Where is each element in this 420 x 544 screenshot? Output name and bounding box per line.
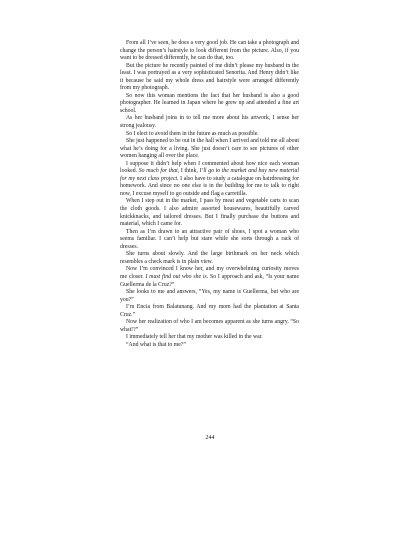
text-run: From all I’ve seen, he does a very good job. He can take a photograph and change the person’s hairstyle to look different from the picture. Also, if you want to be dressed differently, he can do that, too. xyxy=(120,40,299,62)
text-run: She looks to me and answers, “Yes, my name is Guellerma, but who are you?” xyxy=(120,289,299,303)
paragraph xyxy=(120,304,299,319)
text-run: She just happened to be out in the hall when I arrived and told me all about what he’s doing for a living. She just doesn’t care to see pictures of other women hanging all over the place. xyxy=(120,138,299,160)
text-run: Now her realization of who I am becomes apparent as she turns angry. “So what!?” xyxy=(120,319,299,333)
paragraph xyxy=(120,266,299,289)
text-run: So I elect to avoid them in the future as much as possible. xyxy=(126,130,259,137)
text-run: I also have to study a catalogue on hairdressing for homework. And since no one else is in the building for me to talk to right now, I excuse myself to go outside and flag a carretilla. xyxy=(120,175,299,197)
text-run: As her husband joins in to tell me more about his artwork, I sense her strong jealousy. xyxy=(120,115,299,130)
text-run: But the picture he recently painted of me didn’t please my husband in the least. I was portrayed as a very sophisticated Senorita. And Henry didn’t like it because he said my whole dress and hairstyle were arranged differently from my photograph. xyxy=(120,62,299,92)
text-run: I suppose it didn’t help when I commented about how nice each woman looked. xyxy=(120,160,299,175)
body-text xyxy=(120,40,299,349)
paragraph xyxy=(120,40,299,63)
text-run: Then as I’m drawn to an attractive pair of shoes, I spot a woman who seems familiar. I can’t help but stare while she sorts through a rack of dresses. xyxy=(120,228,299,250)
text-run: Now I’m convinced I know her, and my overwhelming curiosity moves me closer. xyxy=(120,266,299,280)
paragraph xyxy=(120,161,299,199)
paragraph xyxy=(120,319,299,334)
paragraph xyxy=(120,63,299,93)
text-run: I think, xyxy=(179,168,200,175)
paragraph xyxy=(120,229,299,252)
paragraph xyxy=(120,251,299,266)
page-number: 244 xyxy=(205,435,215,441)
paragraph xyxy=(120,198,299,228)
paragraph xyxy=(120,334,299,342)
text-run: She turns about slowly. And the large birthmark on her neck which resembles a check mark is in plain view. xyxy=(120,251,299,265)
text-run: “And what is that to me?” xyxy=(126,341,186,348)
text-run: So I approach and ask, “Is your name Guellerma de la Cruz?” xyxy=(120,273,299,288)
italic-text: I must find out who she is. xyxy=(145,273,209,280)
paragraph xyxy=(120,131,299,139)
paragraph xyxy=(120,93,299,116)
paragraph xyxy=(120,138,299,161)
italic-text: I’ll go to the market and buy new material for my next class project. xyxy=(120,168,299,182)
paragraph xyxy=(120,289,299,304)
text-run: I immediately tell her that my mother was killed in the war. xyxy=(126,334,263,341)
paragraph xyxy=(120,115,299,130)
text-run: When I step out in the market, I pass by meat and vegetable carts to scan the cloth goods. I also admire assorted housewares, beautifully carved knickknacks, and tailored dresses. But I finally purchase the buttons and material, which I came for. xyxy=(120,198,299,228)
italic-text: So much for that, xyxy=(138,168,180,175)
text-run: So now this woman mentions the fact that her husband is also a good photographer. He learned in Japan where he grew up and attended a fine art school. xyxy=(120,92,299,114)
paragraph xyxy=(120,342,299,350)
text-run: I’m Encia from Balatunang. And my mom had the plantation at Santa Cruz.” xyxy=(120,304,299,318)
